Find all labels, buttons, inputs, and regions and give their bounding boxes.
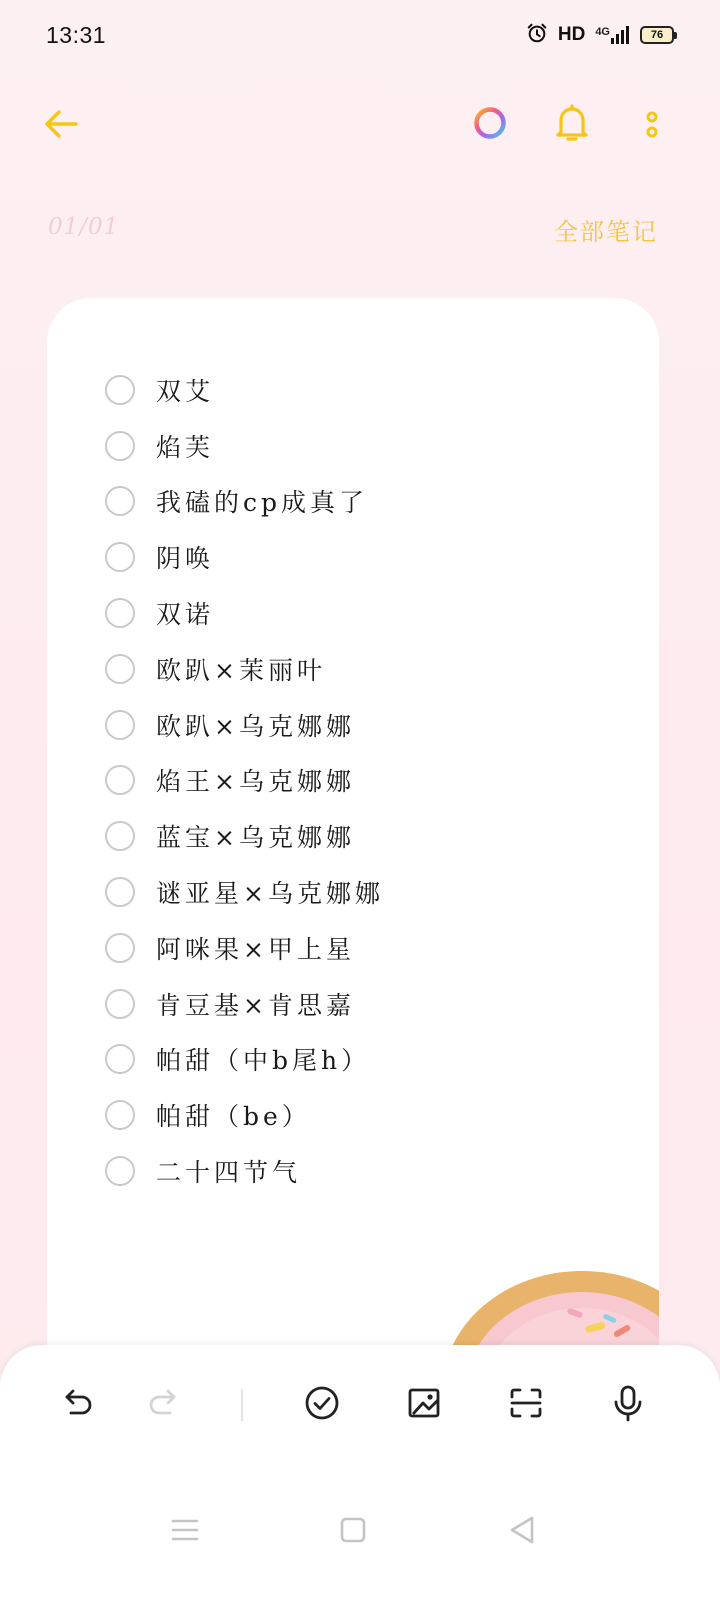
voice-input-button[interactable]	[608, 1383, 648, 1423]
reminder-button[interactable]	[552, 101, 592, 145]
todo-checkbox[interactable]	[105, 765, 135, 795]
bell-icon	[552, 101, 592, 145]
todo-text[interactable]: 肯豆基×肯思嘉	[156, 990, 355, 1020]
scan-button[interactable]	[506, 1383, 546, 1423]
battery-level: 76	[650, 29, 664, 41]
color-ring-icon	[470, 103, 510, 143]
back-button[interactable]	[40, 103, 82, 145]
toolbar-divider	[241, 1389, 243, 1421]
todo-item[interactable]	[105, 641, 384, 697]
todo-checkbox[interactable]	[105, 877, 135, 907]
todo-checkbox[interactable]	[105, 933, 135, 963]
hd-label: HD	[557, 24, 586, 45]
signal-icon	[595, 25, 630, 45]
status-time: 13:31	[46, 21, 107, 48]
todo-text[interactable]: 帕甜（be）	[156, 1102, 311, 1132]
todo-checkbox[interactable]	[105, 1100, 135, 1130]
todo-text[interactable]: 谜亚星×乌克娜娜	[156, 879, 384, 909]
battery-icon	[640, 26, 674, 44]
top-toolbar	[0, 95, 720, 155]
todo-item[interactable]	[105, 1087, 384, 1143]
todo-checkbox[interactable]	[105, 1156, 135, 1186]
microphone-icon	[608, 1383, 648, 1423]
todo-checkbox[interactable]	[105, 1044, 135, 1074]
todo-text[interactable]: 双诺	[156, 600, 215, 630]
todo-text[interactable]: 双艾	[156, 376, 215, 406]
todo-checkbox[interactable]	[105, 821, 135, 851]
note-color-button[interactable]	[470, 103, 510, 143]
todo-text[interactable]: 二十四节气	[156, 1158, 302, 1188]
check-circle-icon	[302, 1383, 342, 1423]
scan-icon	[506, 1383, 546, 1423]
note-card	[47, 298, 659, 1438]
todo-text[interactable]: 蓝宝×乌克娜娜	[156, 823, 355, 853]
recent-apps-button[interactable]	[165, 1510, 205, 1550]
todo-text[interactable]: 焰芙	[156, 432, 215, 462]
todo-text[interactable]: 欧趴×茉丽叶	[156, 655, 326, 685]
todo-item[interactable]	[105, 808, 384, 864]
insert-image-button[interactable]	[404, 1383, 444, 1423]
todo-text[interactable]: 我磕的cp成真了	[156, 488, 369, 518]
todo-text[interactable]: 焰王×乌克娜娜	[156, 767, 355, 797]
square-icon	[333, 1510, 373, 1550]
redo-icon	[143, 1383, 183, 1423]
todo-item[interactable]	[105, 362, 384, 418]
alarm-icon	[526, 22, 548, 49]
back-nav-button[interactable]	[502, 1510, 542, 1550]
home-button[interactable]	[333, 1510, 373, 1550]
network-type: 4G	[595, 26, 610, 38]
system-navigation-bar	[0, 1485, 720, 1600]
todo-item[interactable]	[105, 585, 384, 641]
more-vertical-icon	[640, 105, 664, 145]
todo-text[interactable]: 欧趴×乌克娜娜	[156, 711, 355, 741]
todo-item[interactable]	[105, 1143, 384, 1199]
todo-item[interactable]	[105, 418, 384, 474]
todo-item[interactable]	[105, 529, 384, 585]
todo-text[interactable]: 阿咪果×甲上星	[156, 934, 355, 964]
triangle-back-icon	[502, 1510, 542, 1550]
todo-item[interactable]	[105, 976, 384, 1032]
todo-item[interactable]	[105, 1032, 384, 1088]
todo-text[interactable]: 阴唤	[156, 544, 215, 574]
checklist-button[interactable]	[302, 1383, 342, 1423]
todo-checkbox[interactable]	[105, 375, 135, 405]
todo-item[interactable]	[105, 474, 384, 530]
todo-checkbox[interactable]	[105, 989, 135, 1019]
undo-icon	[58, 1383, 98, 1423]
todo-checkbox[interactable]	[105, 710, 135, 740]
undo-button[interactable]	[58, 1383, 98, 1423]
todo-checkbox[interactable]	[105, 542, 135, 572]
redo-button[interactable]	[143, 1383, 183, 1423]
arrow-left-icon	[40, 103, 82, 145]
todo-item[interactable]	[105, 920, 384, 976]
todo-checkbox[interactable]	[105, 654, 135, 684]
todo-item[interactable]	[105, 697, 384, 753]
todo-item[interactable]	[105, 864, 384, 920]
status-bar	[0, 0, 720, 70]
todo-item[interactable]	[105, 753, 384, 809]
image-icon	[404, 1383, 444, 1423]
todo-checkbox[interactable]	[105, 431, 135, 461]
todo-text[interactable]: 帕甜（中b尾h）	[156, 1046, 371, 1076]
all-notes-link[interactable]: 全部笔记	[554, 218, 658, 246]
menu-lines-icon	[165, 1510, 205, 1550]
edit-toolbar	[0, 1345, 720, 1485]
page-indicator: 01/01	[48, 214, 120, 240]
todo-checkbox[interactable]	[105, 598, 135, 628]
todo-list	[105, 362, 384, 1199]
more-options-button[interactable]	[640, 105, 664, 145]
status-indicators	[526, 22, 674, 49]
todo-checkbox[interactable]	[105, 486, 135, 516]
